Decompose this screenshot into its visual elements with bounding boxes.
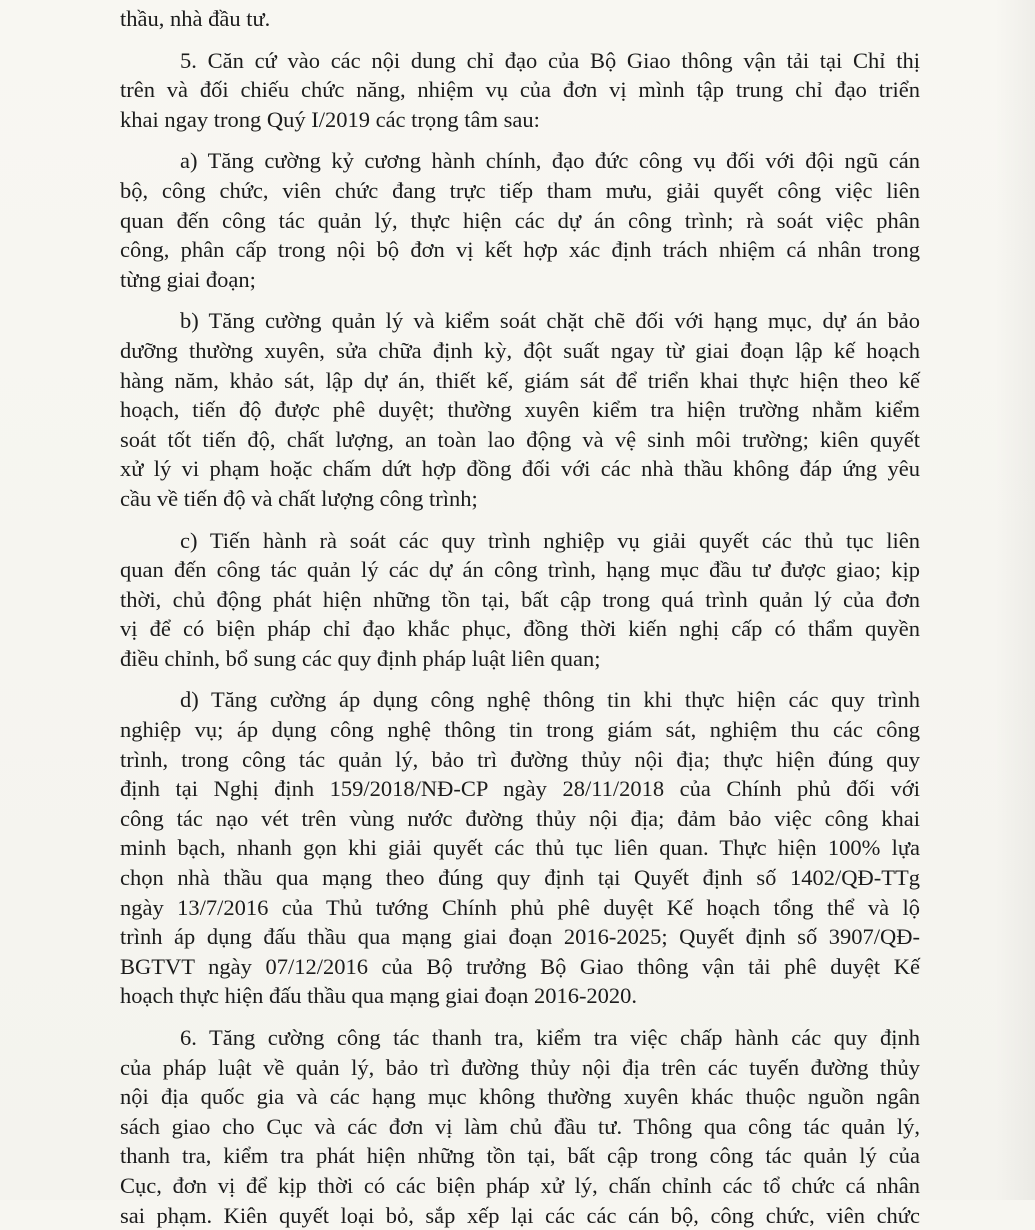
text-line: thời, chủ động phát hiện những tồn tại, bất cập trong quá trình quản lý của đơn xyxy=(120,586,920,612)
paragraph-item-5c xyxy=(120,526,920,674)
text-line: xử lý vi phạm hoặc chấm dứt hợp đồng đối với các nhà thầu không đáp ứng yêu xyxy=(120,456,920,482)
text-line: hoạch, tiến độ được phê duyệt; thường xuyên kiểm tra hiện trường nhằm kiểm xyxy=(120,397,920,423)
text-line: bộ, công chức, viên chức đang trực tiếp tham mưu, giải quyết công việc liên xyxy=(120,177,920,203)
paragraph-item-5a xyxy=(120,146,920,294)
text-line: khai ngay trong Quý I/2019 các trọng tâm sau: xyxy=(120,106,540,132)
text-line: soát tốt tiến độ, chất lượng, an toàn lao động và vệ sinh môi trường; kiên quyết xyxy=(120,426,920,452)
paragraph-item-6 xyxy=(120,1023,920,1230)
text-line: hàng năm, khảo sát, lập dự án, thiết kế, giám sát để triển khai thực hiện theo kế xyxy=(120,367,920,393)
document-body xyxy=(120,0,920,1230)
text-line: a) Tăng cường kỷ cương hành chính, đạo đức công vụ đối với đội ngũ cán xyxy=(180,148,920,174)
text-line: sách giao cho Cục và các đơn vị làm chủ đầu tư. Thông qua công tác quản lý, xyxy=(120,1113,920,1139)
text-line: định tại Nghị định 159/2018/NĐ-CP ngày 28/11/2018 của Chính phủ đối với xyxy=(120,776,920,802)
text-line: Cục, đơn vị để kịp thời có các biện pháp xử lý, chấn chỉnh các tổ chức cá nhân xyxy=(120,1172,920,1198)
text-line: trình, trong công tác quản lý, bảo trì đường thủy nội địa; thực hiện đúng quy xyxy=(120,746,920,772)
text-line: cầu về tiến độ và chất lượng công trình; xyxy=(120,485,478,511)
text-line: sai phạm. Kiên quyết loại bỏ, sắp xếp lại các các cán bộ, công chức, viên chức xyxy=(120,1202,920,1228)
top-fragment-line: thầu, nhà đầu tư. xyxy=(120,6,271,31)
text-line: b) Tăng cường quản lý và kiểm soát chặt chẽ đối với hạng mục, dự án bảo xyxy=(180,308,920,334)
text-line: công tác nạo vét trên vùng nước đường thủy nội địa; đảm bảo việc công khai xyxy=(120,805,920,831)
scan-edge-shadow xyxy=(995,0,1035,1200)
text-line: của pháp luật về quản lý, bảo trì đường thủy nội địa trên các tuyến đường thủy xyxy=(120,1054,920,1080)
paragraph-item-5d xyxy=(120,685,920,1011)
text-line: 5. Căn cứ vào các nội dung chỉ đạo của Bộ Giao thông vận tải tại Chỉ thị xyxy=(180,47,920,73)
text-line: từng giai đoạn; xyxy=(120,266,256,292)
text-line: dưỡng thường xuyên, sửa chữa định kỳ, đột suất ngay từ giai đoạn lập kế hoạch xyxy=(120,337,920,363)
text-line: ngày 13/7/2016 của Thủ tướng Chính phủ phê duyệt Kế hoạch tổng thể và lộ xyxy=(120,894,920,920)
text-line: minh bạch, nhanh gọn khi giải quyết các thủ tục liên quan. Thực hiện 100% lựa xyxy=(120,835,920,861)
text-line: nội địa quốc gia và các hạng mục không thường xuyên khác thuộc nguồn ngân xyxy=(120,1084,920,1110)
text-line: 6. Tăng cường công tác thanh tra, kiểm tra việc chấp hành các quy định xyxy=(180,1025,920,1050)
text-line: trình áp dụng đấu thầu qua mạng giai đoạn 2016-2025; Quyết định số 3907/QĐ- xyxy=(120,924,920,950)
text-line: c) Tiến hành rà soát các quy trình nghiệp vụ giải quyết các thủ tục liên xyxy=(180,527,920,553)
paragraph-item-5b xyxy=(120,306,920,513)
text-line: nghiệp vụ; áp dụng công nghệ thông tin trong giám sát, nghiệm thu các công xyxy=(120,717,920,743)
paragraph-item-5 xyxy=(120,46,920,135)
text-line: thanh tra, kiểm tra phát hiện những tồn tại, bất cập trong công tác quản lý của xyxy=(120,1143,920,1169)
text-line: công, phân cấp trong nội bộ đơn vị kết hợp xác định trách nhiệm cá nhân trong xyxy=(120,237,920,263)
text-line: d) Tăng cường áp dụng công nghệ thông tin khi thực hiện các quy trình xyxy=(180,687,920,713)
text-line: quan đến công tác quản lý, thực hiện các dự án công trình; rà soát việc phân xyxy=(120,207,920,233)
text-line: trên và đối chiếu chức năng, nhiệm vụ của đơn vị mình tập trung chỉ đạo triển xyxy=(120,77,920,103)
text-line: quan đến công tác quản lý các dự án công trình, hạng mục đầu tư được giao; kịp xyxy=(120,557,920,583)
text-line: hoạch thực hiện đấu thầu qua mạng giai đoạn 2016-2020. xyxy=(120,983,638,1009)
text-line: điều chỉnh, bổ sung các quy định pháp luật liên quan; xyxy=(120,645,601,671)
text-line: chọn nhà thầu qua mạng theo đúng quy định tại Quyết định số 1402/QĐ-TTg xyxy=(120,865,920,891)
text-line: vị để có biện pháp chỉ đạo khắc phục, đồng thời kiến nghị cấp có thẩm quyền xyxy=(120,616,920,642)
text-line: BGTVT ngày 07/12/2016 của Bộ trưởng Bộ Giao thông vận tải phê duyệt Kế xyxy=(120,953,920,979)
